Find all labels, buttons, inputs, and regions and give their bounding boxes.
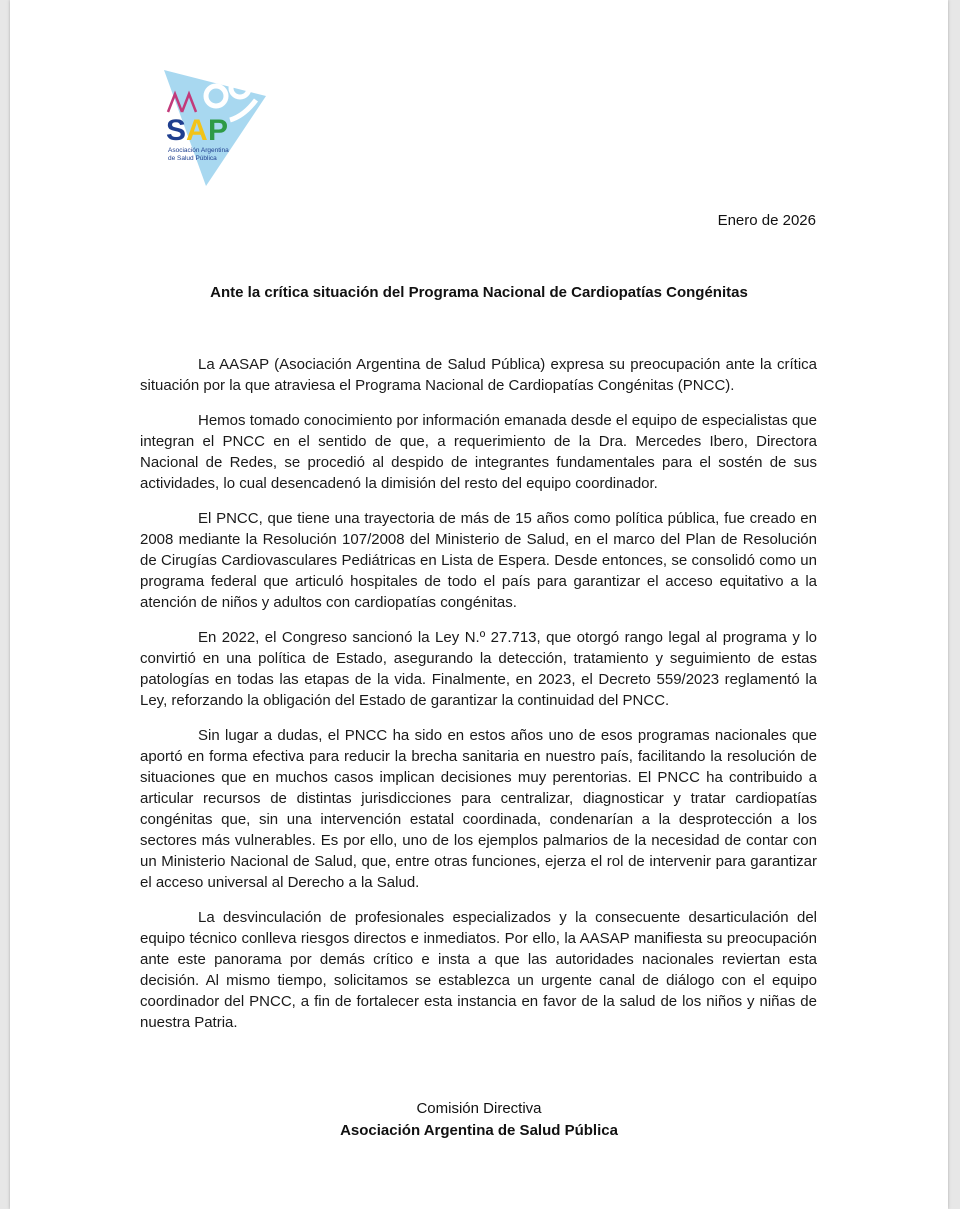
aasap-logo: [160, 66, 270, 188]
paragraph: La desvinculación de profesionales especializados y la consecuente desarticulación del equipo técnico conlleva riesgos directos e inmediatos. Por ello, la AASAP manifiesta su preocupación ante este panorama por demás crítico e insta a que las autoridades nacionales reviertan esta decisión. Al mismo tiempo, solicitamos se establezca un urgente canal de diálogo con el equipo coordinador del PNCC, a fin de fortalecer esta instancia en favor de la salud de los niños y niñas de nuestra Patria.: [140, 909, 817, 1031]
signature-org: Asociación Argentina de Salud Pública: [340, 1122, 618, 1139]
signature-role: Comisión Directiva: [416, 1100, 542, 1117]
svg-text:S: S: [166, 114, 187, 147]
paragraph: Hemos tomado conocimiento por información emanada desde el equipo de especialistas que integran el PNCC en el sentido de que, a requerimiento de la Dra. Mercedes Ibero, Directora Nacional de Redes, se procedió al despido de integrantes fundamentales para el sostén de sus actividades, lo cual desencadenó la dimisión del resto del equipo coordinador.: [140, 412, 817, 492]
document-page: [10, 0, 948, 1209]
document-body: [140, 354, 817, 1047]
paragraph: La AASAP (Asociación Argentina de Salud Pública) expresa su preocupación ante la crítica situación por la que atraviesa el Programa Nacional de Cardiopatías Congénitas (PNCC).: [140, 356, 817, 394]
logo-name-line1: Asociación Argentina: [168, 147, 229, 154]
paragraph: Sin lugar a dudas, el PNCC ha sido en estos años uno de esos programas nacionales que aportó en forma efectiva para reducir la brecha sanitaria en nuestro país, facilitando la resolución de situaciones que en muchos casos implican decisiones muy perentorias. El PNCC ha contribuido a articular recursos de distintas jurisdicciones para centralizar, diagnosticar y tratar cardiopatías congénitas que, sin una intervención estatal coordinada, condenarían a la desprotección a los sectores más vulnerables. Es por ello, uno de los ejemplos palmarios de la necesidad de contar con un Ministerio Nacional de Salud, que, entre otras funciones, ejerza el rol de intervenir para garantizar el acceso universal al Derecho a la Salud.: [140, 727, 817, 891]
document-title: Ante la crítica situación del Programa Nacional de Cardiopatías Congénitas: [210, 284, 748, 301]
logo-name-line2: de Salud Pública: [168, 155, 217, 162]
document-date: Enero de 2026: [717, 212, 816, 229]
paragraph: En 2022, el Congreso sancionó la Ley N.º 27.713, que otorgó rango legal al programa y lo convirtió en una política de Estado, asegurando la detección, tratamiento y seguimiento de estas patologías en todas las etapas de la vida. Finalmente, en 2023, el Decreto 559/2023 reglamentó la Ley, reforzando la obligación del Estado de garantizar la continuidad del PNCC.: [140, 629, 817, 709]
svg-text:P: P: [208, 114, 229, 147]
svg-text:A: A: [186, 114, 208, 147]
signature-block: [10, 1098, 948, 1142]
paragraph: El PNCC, que tiene una trayectoria de más de 15 años como política pública, fue creado en 2008 mediante la Resolución 107/2008 del Ministerio de Salud, en el marco del Plan de Resolución de Cirugías Cardiovasculares Pediátricas en Lista de Espera. Desde entonces, se consolidó como un programa federal que articuló hospitales de todo el país para garantizar el acceso equitativo a la atención de niños y adultos con cardiopatías congénitas.: [140, 510, 817, 611]
